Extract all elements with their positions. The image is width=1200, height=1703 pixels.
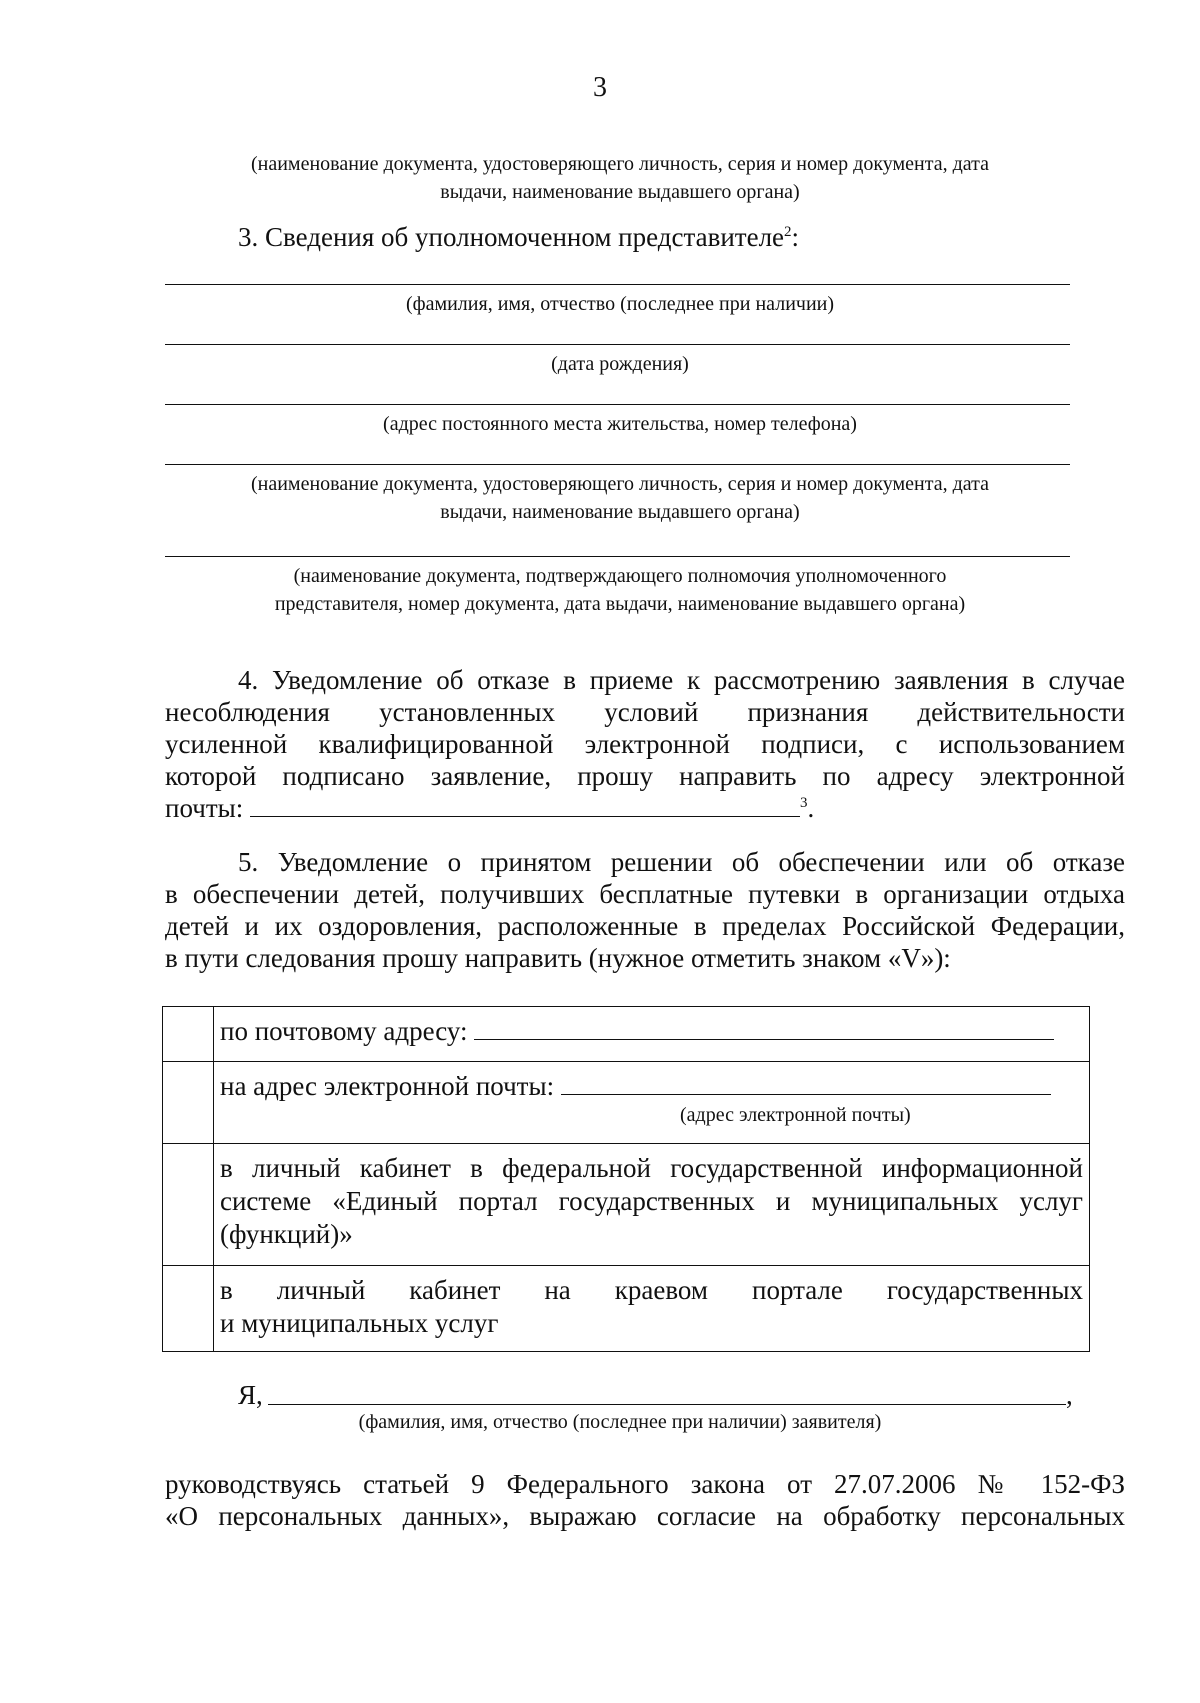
consent-name-prefix: Я,	[238, 1380, 263, 1410]
delivery-options-table	[162, 1006, 1090, 1352]
heading-text: 3. Сведения об уполномоченном представителе	[238, 222, 785, 252]
paragraph-line: в обеспечении детей, получивших бесплатные путевки в организации отдыха	[165, 879, 1125, 909]
address-input-line[interactable]	[165, 404, 1070, 405]
caption-line: представителя, номер документа, дата выдачи, наименование выдавшего органа)	[274, 593, 966, 615]
caption-line: (наименование документа, подтверждающего полномочия уполномоченного	[293, 565, 947, 587]
postal-address-input-line[interactable]	[474, 1015, 1054, 1040]
section-3-heading	[238, 222, 799, 253]
page-number: 3	[593, 72, 607, 103]
option-label: по почтовому адресу:	[220, 1016, 468, 1046]
birth-date-input-line[interactable]	[165, 344, 1070, 345]
option-line: в личный кабинет в федеральной государственной информационной	[220, 1153, 1083, 1183]
caption-line: (наименование документа, удостоверяющего личность, серия и номер документа, дата	[250, 473, 990, 495]
option-row-regional	[163, 1266, 1090, 1352]
option-line: в личный кабинет на краевом портале государственных	[220, 1275, 1083, 1305]
paragraph-line: 5. Уведомление о принятом решении об обеспечении или об отказе	[238, 847, 1125, 877]
option-text-postal	[214, 1007, 1090, 1062]
option-text-regional	[214, 1266, 1090, 1352]
caption-line: выдачи, наименование выдавшего органа)	[440, 501, 800, 523]
caption-identity-doc-rep	[150, 470, 1090, 526]
identity-doc-input-line[interactable]	[165, 464, 1070, 465]
email-address-input-line[interactable]	[561, 1070, 1051, 1095]
option-label: на адрес электронной почты:	[220, 1071, 555, 1101]
consent-name-suffix: ,	[1066, 1380, 1073, 1410]
paragraph-line: которой подписано заявление, прошу направить по адресу электронной	[165, 761, 1125, 791]
period: .	[807, 793, 815, 823]
caption-applicant-fio: (фамилия, имя, отчество (последнее при наличии) заявителя)	[358, 1411, 882, 1433]
option-text-epgu	[214, 1144, 1090, 1266]
footnote-marker: 2	[784, 224, 792, 240]
option-row-email	[163, 1062, 1090, 1144]
option-checkbox-postal[interactable]	[163, 1007, 214, 1062]
caption-identity-doc	[150, 150, 1090, 206]
option-checkbox-regional[interactable]	[163, 1266, 214, 1352]
paragraph-line: несоблюдения установленных условий признания действительности	[165, 697, 1125, 727]
option-line: (функций)»	[220, 1219, 353, 1249]
caption-fio: (фамилия, имя, отчество (последнее при наличии)	[405, 293, 835, 315]
section-5	[165, 846, 1125, 974]
option-line: системе «Единый портал государственных и муниципальных услуг	[220, 1186, 1083, 1216]
heading-colon: :	[791, 222, 800, 252]
caption-birth-date: (дата рождения)	[551, 353, 689, 375]
option-line: и муниципальных услуг	[220, 1308, 499, 1338]
footnote-marker: 3	[800, 795, 808, 811]
fio-input-line[interactable]	[165, 284, 1070, 285]
authority-doc-input-line[interactable]	[165, 556, 1070, 557]
paragraph-line: детей и их оздоровления, расположенные в пределах Российской Федерации,	[165, 911, 1125, 941]
paragraph-line: в пути следования прошу направить (нужное отметить знаком «V»):	[165, 943, 951, 973]
caption-line: выдачи, наименование выдавшего органа)	[440, 181, 800, 203]
section-4	[165, 664, 1125, 824]
option-row-epgu	[163, 1144, 1090, 1266]
email-line	[165, 792, 1125, 824]
email-label: почты:	[165, 793, 244, 823]
caption-authority-doc	[150, 562, 1090, 618]
option-checkbox-email[interactable]	[163, 1062, 214, 1144]
paragraph-line: «О персональных данных», выражаю согласие на обработку персональных	[165, 1501, 1125, 1531]
caption-address: (адрес постоянного места жительства, номер телефона)	[383, 413, 857, 435]
option-checkbox-epgu[interactable]	[163, 1144, 214, 1266]
email-input-line[interactable]	[250, 792, 800, 817]
consent-paragraph	[165, 1468, 1125, 1532]
applicant-fio-input-line[interactable]	[268, 1404, 1066, 1405]
option-text-email	[214, 1062, 1090, 1144]
paragraph-line: 4. Уведомление об отказе в приеме к рассмотрению заявления в случае	[238, 665, 1125, 695]
paragraph-line: усиленной квалифицированной электронной подписи, с использованием	[165, 729, 1125, 759]
caption-line: (наименование документа, удостоверяющего личность, серия и номер документа, дата	[250, 153, 990, 175]
option-row-postal	[163, 1007, 1090, 1062]
paragraph-line: руководствуясь статьей 9 Федерального закона от 27.07.2006 № 152-ФЗ	[165, 1469, 1125, 1499]
email-caption: (адрес электронной почты)	[680, 1104, 911, 1126]
